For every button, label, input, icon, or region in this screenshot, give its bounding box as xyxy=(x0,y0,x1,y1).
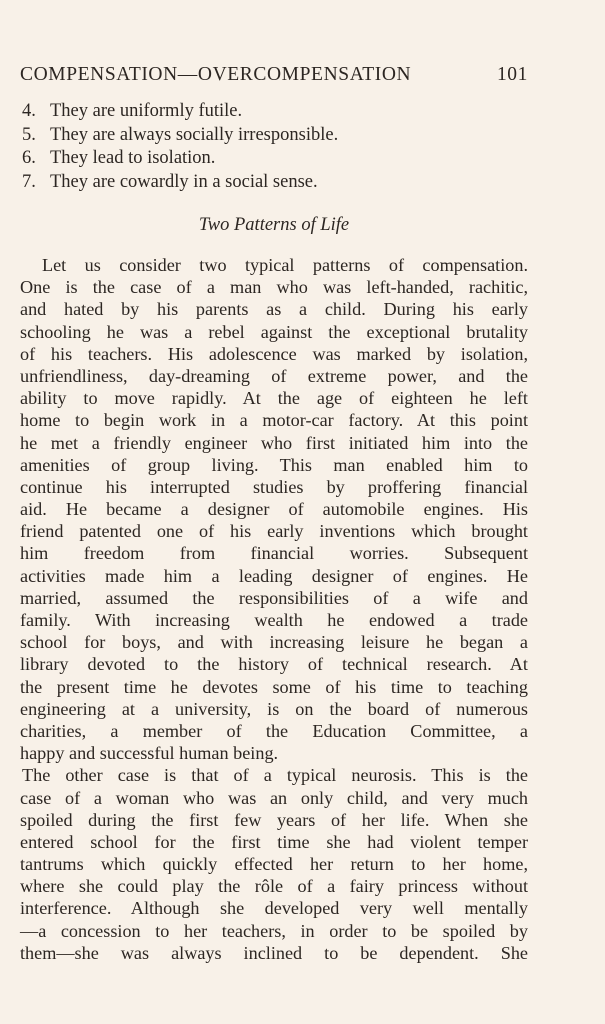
text-line: One is the case of a man who was left-handed, rachitic, xyxy=(20,277,528,298)
text-line: schooling he was a rebel against the exceptional brutality xyxy=(20,321,528,342)
running-head-title: COMPENSATION—OVERCOMPENSATION xyxy=(20,64,412,85)
section-heading: Two Patterns of Life xyxy=(198,215,350,235)
text-line: friend patented one of his early inventions which brought xyxy=(20,521,528,542)
list-item-number: 4. xyxy=(22,101,36,121)
paragraph-2 xyxy=(20,764,528,964)
text-line: continue his interrupted studies by proffering financial xyxy=(20,476,528,497)
list-item-text: They are uniformly futile. xyxy=(50,101,243,121)
text-line: married, assumed the responsibilities of a wife and xyxy=(20,587,528,608)
text-line: engineering at a university, is on the board of numerous xyxy=(20,698,528,719)
list-item xyxy=(20,171,528,194)
text-line: and hated by his parents as a child. During his early xyxy=(20,299,528,320)
running-head xyxy=(20,63,528,87)
list-item-number: 6. xyxy=(22,148,36,168)
text-line: of his teachers. His adolescence was marked by isolation, xyxy=(20,343,528,364)
text-line: the present time he devotes some of his time to teaching xyxy=(20,676,528,697)
text-line: —a concession to her teachers, in order to be spoiled by xyxy=(20,920,528,941)
list-item xyxy=(20,147,528,170)
text-line: spoiled during the first few years of her life. When she xyxy=(20,809,528,830)
text-line: unfriendliness, day-dreaming of extreme power, and the xyxy=(20,365,528,386)
text-line: where she could play the rôle of a fairy princess without xyxy=(20,876,528,897)
text-line: library devoted to the history of technical research. At xyxy=(20,654,528,675)
text-line: amenities of group living. This man enabled him to xyxy=(20,454,528,475)
text-line: ability to move rapidly. At the age of eighteen he left xyxy=(20,388,528,409)
list-item-text: They lead to isolation. xyxy=(50,148,216,168)
text-line: entered school for the first time she had violent temper xyxy=(20,831,528,852)
text-line: Let us consider two typical patterns of compensation. xyxy=(42,255,528,275)
list-item-number: 7. xyxy=(22,171,36,192)
list-item-number: 5. xyxy=(22,124,36,145)
paragraph-1 xyxy=(20,254,528,764)
body-text xyxy=(20,254,528,964)
text-line: he met a friendly engineer who first initiated him into the xyxy=(20,432,528,453)
text-line: case of a woman who was an only child, and very much xyxy=(20,787,528,808)
text-line: happy and successful human being. xyxy=(20,743,279,764)
text-line: activities made him a leading designer of engines. He xyxy=(20,565,528,586)
text-line: charities, a member of the Education Committee, a xyxy=(20,720,528,741)
text-line: home to begin work in a motor-car factory. At this point xyxy=(20,410,528,431)
text-line: tantrums which quickly effected her return to her home, xyxy=(20,854,528,875)
text-line: school for boys, and with increasing leisure he began a xyxy=(20,632,528,653)
text-line: interference. Although she developed very well mentally xyxy=(20,898,528,919)
text-line: aid. He became a designer of automobile engines. His xyxy=(20,499,528,520)
list-item-text: They are always socially irresponsible. xyxy=(50,124,339,145)
numbered-list xyxy=(20,100,528,194)
text-line: him freedom from financial worries. Subsequent xyxy=(20,543,528,564)
text-line: The other case is that of a typical neurosis. This is the xyxy=(22,765,528,786)
list-item-text: They are cowardly in a social sense. xyxy=(50,171,318,192)
text-line: them—she was always inclined to be dependent. She xyxy=(20,942,528,963)
list-item xyxy=(20,100,528,123)
page-number: 101 xyxy=(496,64,528,85)
list-item xyxy=(20,124,528,147)
text-line: family. With increasing wealth he endowed a trade xyxy=(20,610,528,630)
